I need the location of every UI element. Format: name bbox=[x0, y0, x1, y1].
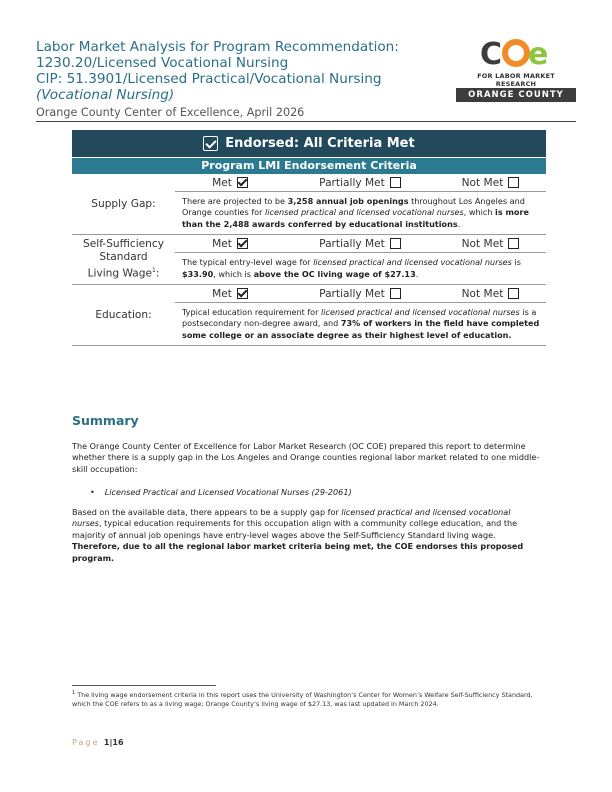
text-run: The typical entry-level wage for bbox=[182, 257, 314, 268]
text-run: , which is bbox=[213, 268, 254, 279]
criteria-label: Supply Gap: bbox=[91, 197, 156, 210]
endorsement-banner bbox=[72, 130, 546, 157]
text-run: is bbox=[511, 257, 521, 268]
empty-box-icon bbox=[508, 177, 519, 188]
empty-box-icon bbox=[390, 288, 401, 299]
text-run: licensed practical and licensed vocational nurses bbox=[265, 207, 464, 218]
endorsement-table bbox=[72, 130, 546, 346]
text-run: 73% of workers in the field have completed some college or an associate degree as their highest level of education. bbox=[182, 318, 540, 340]
summary-paragraph: The Orange County Center of Excellence for Labor Market Research (OC COE) prepared this report to determine whether there is a supply gap in the Los Angeles and Orange counties regional labor market related to one middle-skill occupation: bbox=[72, 441, 540, 474]
text-run: , which bbox=[463, 207, 496, 218]
title-line: 1230.20/Licensed Vocational Nursing bbox=[36, 55, 289, 71]
status-met-label: Met bbox=[212, 287, 232, 300]
coe-logo bbox=[456, 38, 576, 104]
logo-letter-o bbox=[505, 42, 527, 64]
text-run: There are projected to be bbox=[182, 196, 288, 206]
criteria-label-line: Self-Sufficiency bbox=[83, 238, 164, 251]
status-notmet-label: Not Met bbox=[461, 287, 504, 300]
checked-box-icon bbox=[237, 177, 248, 188]
text-run: above the OC living wage of $27.13 bbox=[253, 268, 416, 279]
status-met-label: Met bbox=[212, 237, 232, 250]
logo-region: ORANGE COUNTY bbox=[456, 88, 576, 102]
endorsement-banner-text: Endorsed: All Criteria Met bbox=[225, 136, 415, 151]
checked-box-icon bbox=[237, 238, 248, 249]
footnote-divider bbox=[72, 685, 216, 686]
title-line: Labor Market Analysis for Program Recommendation: bbox=[36, 39, 399, 55]
criteria-label bbox=[72, 235, 175, 284]
status-partial-label: Partially Met bbox=[319, 176, 385, 189]
status-partial-label: Partially Met bbox=[319, 237, 385, 250]
occupation-bullet bbox=[90, 487, 352, 497]
title-line: (Vocational Nursing) bbox=[36, 87, 175, 103]
empty-box-icon bbox=[508, 238, 519, 249]
empty-box-icon bbox=[508, 288, 519, 299]
page-number bbox=[72, 738, 124, 747]
criteria-row-education bbox=[72, 285, 546, 346]
text-run: Typical education requirement for bbox=[182, 307, 322, 318]
summary-conclusion bbox=[72, 507, 542, 564]
footnote-marker: 1 bbox=[152, 267, 156, 275]
text-run: is more than the 2,488 awards conferred by educational institutions bbox=[182, 207, 529, 229]
criteria-label-suffix: : bbox=[155, 267, 160, 280]
criteria-description bbox=[175, 253, 546, 284]
text-run: 3,258 annual job openings bbox=[287, 196, 409, 206]
criteria-label-line: Standard bbox=[99, 251, 148, 264]
empty-box-icon bbox=[390, 177, 401, 188]
text-run: throughout Los Angeles and Orange counties for bbox=[182, 196, 525, 218]
text-run: . bbox=[415, 268, 419, 279]
criteria-label-line: Living Wage bbox=[87, 267, 152, 280]
criteria-header: Program LMI Endorsement Criteria bbox=[72, 157, 546, 174]
text-run: Therefore, due to all the regional labor market criteria being met, the COE endorses this proposed program. bbox=[72, 541, 524, 563]
text-run: licensed practical and licensed vocational nurses bbox=[313, 257, 512, 268]
text-run: licensed practical and licensed vocational nurses bbox=[72, 507, 511, 529]
text-run: Based on the available data, there appears to be a supply gap for bbox=[72, 507, 342, 517]
coe-logo-mark bbox=[480, 38, 552, 68]
status-notmet-label: Not Met bbox=[461, 237, 504, 250]
report-subtitle: Orange County Center of Excellence, April 2026 bbox=[36, 106, 305, 119]
criteria-status bbox=[175, 174, 546, 192]
criteria-status bbox=[175, 285, 546, 303]
text-run: licensed practical and licensed vocational nurses bbox=[321, 307, 520, 318]
logo-letter-e: e bbox=[528, 38, 549, 68]
status-notmet-label: Not Met bbox=[461, 176, 504, 189]
checked-box-icon bbox=[237, 288, 248, 299]
summary-heading: Summary bbox=[72, 413, 139, 428]
bullet-dot-icon: • bbox=[90, 487, 95, 497]
total-pages: 16 bbox=[112, 738, 124, 747]
page-separator: | bbox=[109, 738, 113, 747]
footnote-marker: 1 bbox=[72, 690, 76, 696]
text-run: . bbox=[457, 218, 461, 229]
criteria-row-supply-gap bbox=[72, 174, 546, 235]
footnote-text: The living wage endorsement criteria in this report uses the University of Washington’s Center for Women’s Welfare Self-Sufficiency Standard, which the COE refers to as a living wage; Orange County’s living wage of $27.13, was last updated in March 2024. bbox=[72, 691, 533, 708]
empty-box-icon bbox=[390, 238, 401, 249]
logo-tagline: FOR LABOR MARKET RESEARCH bbox=[477, 72, 555, 88]
criteria-status bbox=[175, 235, 546, 253]
occupation-name: Licensed Practical and Licensed Vocational Nurses (29-2061) bbox=[104, 487, 352, 497]
logo-letter-c: C bbox=[480, 38, 503, 68]
criteria-row-living-wage bbox=[72, 235, 546, 285]
current-page: 1 bbox=[103, 738, 110, 747]
criteria-label: Education: bbox=[95, 308, 152, 321]
text-run: , typical education requirements for this occupation align with a community college education, and the majority of annual job openings have entry-level wages above the Self-Sufficiency Standard living wage. bbox=[72, 518, 518, 540]
page-word: Page bbox=[72, 738, 100, 747]
text-run: is a postsecondary non-degree award, and bbox=[182, 307, 537, 329]
title-line: CIP: 51.3901/Licensed Practical/Vocational Nursing bbox=[36, 71, 382, 87]
criteria-description bbox=[175, 303, 546, 345]
status-met-label: Met bbox=[212, 176, 232, 189]
criteria-description bbox=[175, 192, 546, 234]
checkbox-checked-icon bbox=[203, 136, 218, 151]
header-divider bbox=[36, 121, 576, 122]
text-run: $33.90 bbox=[182, 268, 214, 279]
status-partial-label: Partially Met bbox=[319, 287, 385, 300]
report-title bbox=[36, 39, 436, 103]
footnote bbox=[72, 689, 542, 709]
